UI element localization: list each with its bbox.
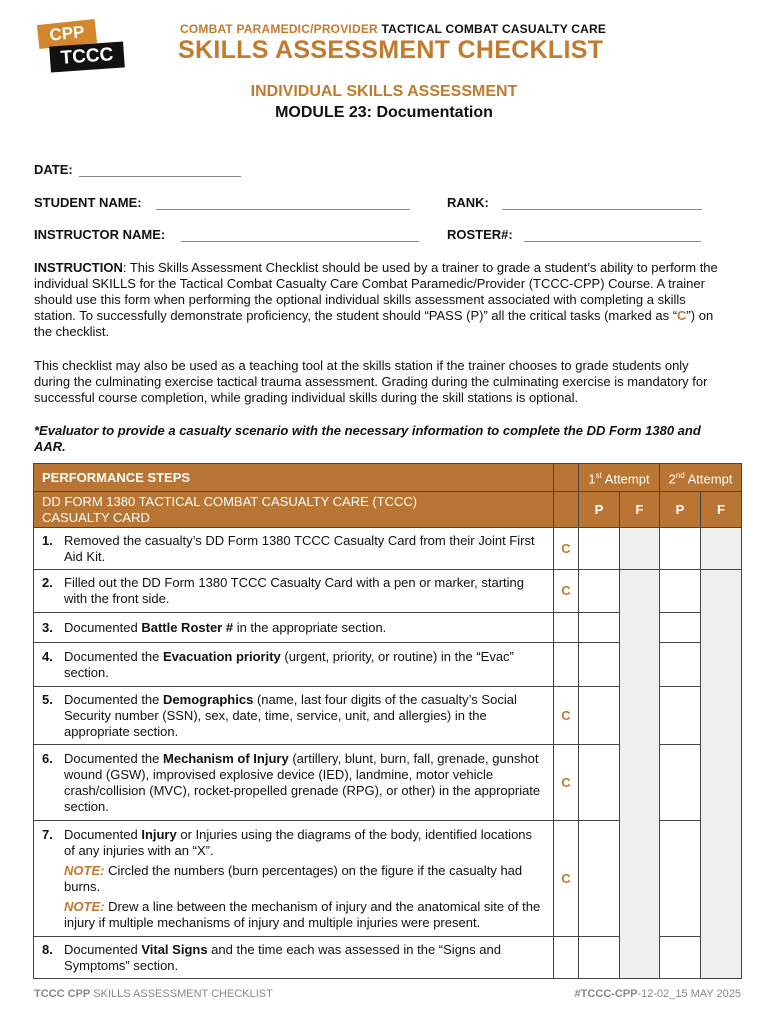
roster-field[interactable]: [524, 241, 701, 242]
f1-checkbox[interactable]: [620, 528, 660, 570]
section-title: [34, 492, 554, 528]
step-7: 7. Documented Injury or Injuries using the diagrams of the body, identified locations of any injuries with an “X”. NOTE: Circled the numbers (burn percentages) on the figure if the casualty had burns. NOTE: Drew a line between the mechanism of injury and the anatomical site of the injury if multiple mechanisms of injury and multiple injuries were present.: [34, 821, 554, 937]
instruction-label: INSTRUCTION: [34, 260, 123, 275]
f2-column-shaded[interactable]: [701, 570, 742, 979]
first-attempt-header: 1st Attempt: [579, 464, 660, 492]
critical-cell: [554, 613, 579, 643]
tccc-cpp-logo: [36, 20, 126, 72]
evaluator-note: *Evaluator to provide a casualty scenario with the necessary information to complete the DD Form 1380 and AAR.: [34, 423, 701, 454]
logo-tccc-text: TCCC: [49, 41, 125, 72]
p1-checkbox[interactable]: [579, 937, 620, 979]
p1-checkbox[interactable]: [579, 613, 620, 643]
rank-label: RANK:: [447, 195, 489, 210]
section-header-row: [34, 492, 742, 528]
p1-checkbox[interactable]: [579, 821, 620, 937]
rank-field[interactable]: [502, 209, 702, 210]
p2-checkbox[interactable]: [660, 643, 701, 687]
fail-col-1: F: [620, 492, 660, 528]
student-name-label: STUDENT NAME:: [34, 195, 142, 210]
critical-cell: [554, 643, 579, 687]
critical-cell: [554, 937, 579, 979]
critical-marker: C: [677, 308, 687, 323]
header-sub-black: TACTICAL COMBAT CASUALTY CARE: [381, 22, 607, 36]
roster-label: ROSTER#:: [447, 227, 513, 242]
p2-checkbox[interactable]: [660, 821, 701, 937]
logo-cpp-text: CPP: [37, 19, 97, 49]
p2-checkbox[interactable]: [660, 570, 701, 613]
subheader-line1: INDIVIDUAL SKILLS ASSESSMENT: [250, 83, 518, 100]
p1-checkbox[interactable]: [579, 643, 620, 687]
step-4: 4. Documented the Evacuation priority (urgent, priority, or routine) in the “Evac” section.: [34, 643, 554, 687]
performance-steps-header: PERFORMANCE STEPS: [34, 464, 554, 492]
f2-checkbox[interactable]: [701, 528, 742, 570]
p1-checkbox[interactable]: [579, 570, 620, 613]
step-7-note-1: NOTE: Circled the numbers (burn percentages) on the figure if the casualty had burns.: [64, 862, 523, 894]
pass-col-2: P: [660, 492, 701, 528]
p1-checkbox[interactable]: [579, 687, 620, 745]
f1-column-shaded[interactable]: [620, 570, 660, 979]
step-6: 6. Documented the Mechanism of Injury (artillery, blunt, burn, fall, grenade, gunshot wound (GSW), improvised explosive device (IED), landmine, motor vehicle crash/collision (MVC), rocket-propelled grenade (RPG), or other) in the appropriate section.: [34, 745, 554, 821]
p2-checkbox[interactable]: [660, 613, 701, 643]
student-name-field[interactable]: [156, 209, 410, 210]
step-8: 8. Documented Vital Signs and the time each was assessed in the “Signs and Symptoms” section.: [34, 937, 554, 979]
fail-col-2: F: [701, 492, 742, 528]
p2-checkbox[interactable]: [660, 937, 701, 979]
p1-checkbox[interactable]: [579, 745, 620, 821]
instruction-text-a: : This Skills Assessment Checklist should be used by a trainer to grade a student’s ability to perform the individual SKILLS for the Tactical Combat Casualty Care Combat Paramedic/Provider (TCCC-CPP) Course. A trainer should use this form when performing the optional individual skills assessment associated with completing a skills station. To successfully demonstrate proficiency, the student should “PASS (P)” all the critical tasks (marked as “: [34, 260, 718, 323]
step-3: 3. Documented Battle Roster # in the appropriate section.: [34, 613, 554, 643]
teaching-tool-paragraph: This checklist may also be used as a teaching tool at the skills station if the trainer chooses to grade students only during the culminating exercise tactical trauma assessment. Grading during the culminating exercise is mandatory for successful course completion, while grading individual skills during the skill stations is optional.: [34, 358, 708, 405]
footer-left: TCCC CPP SKILLS ASSESSMENT CHECKLIST: [34, 988, 273, 1000]
subheader-module: MODULE 23: Documentation: [275, 104, 493, 121]
p2-checkbox[interactable]: [660, 745, 701, 821]
critical-cell: C: [554, 687, 579, 745]
header-subtitle: [180, 22, 606, 36]
critical-cell: C: [554, 570, 579, 613]
step-2: 2. Filled out the DD Form 1380 TCCC Casualty Card with a pen or marker, starting with the front side.: [34, 570, 554, 613]
pass-col-1: P: [579, 492, 620, 528]
date-field[interactable]: [79, 176, 241, 177]
step-5: 5. Documented the Demographics (name, last four digits of the casualty’s Social Security number (SSN), sex, date, time, service, unit, and allergies) in the appropriate section.: [34, 687, 554, 745]
instructor-name-label: INSTRUCTOR NAME:: [34, 227, 166, 242]
performance-steps-table: [33, 463, 742, 979]
section-title-line1: DD FORM 1380 TACTICAL COMBAT CASUALTY CARE (TCCC): [42, 493, 418, 509]
instruction-paragraph: [34, 260, 724, 340]
second-attempt-header: 2nd Attempt: [660, 464, 742, 492]
p1-checkbox[interactable]: [579, 528, 620, 570]
header-sub-orange: COMBAT PARAMEDIC/PROVIDER: [180, 22, 378, 36]
critical-cell: C: [554, 821, 579, 937]
date-label: DATE:: [34, 162, 73, 177]
table-row: [34, 528, 742, 570]
instruction-text-b: ”) on the checklist.: [34, 308, 714, 339]
step-7-note-2: NOTE: Drew a line between the mechanism of injury and the anatomical site of the injury if multiple mechanisms of injury and multiple injuries were present.: [64, 898, 541, 930]
critical-cell: C: [554, 528, 579, 570]
page-title: SKILLS ASSESSMENT CHECKLIST: [178, 36, 604, 64]
footer-right: #TCCC-CPP-12-02_15 MAY 2025: [574, 988, 741, 1000]
p2-checkbox[interactable]: [660, 687, 701, 745]
table-header-row: [34, 464, 742, 492]
section-title-line2: CASUALTY CARD: [42, 509, 150, 525]
table-row: [34, 570, 742, 613]
p2-checkbox[interactable]: [660, 528, 701, 570]
critical-cell: C: [554, 745, 579, 821]
instructor-name-field[interactable]: [181, 241, 419, 242]
step-1: 1. Removed the casualty’s DD Form 1380 TCCC Casualty Card from their Joint First Aid Kit.: [34, 528, 554, 570]
